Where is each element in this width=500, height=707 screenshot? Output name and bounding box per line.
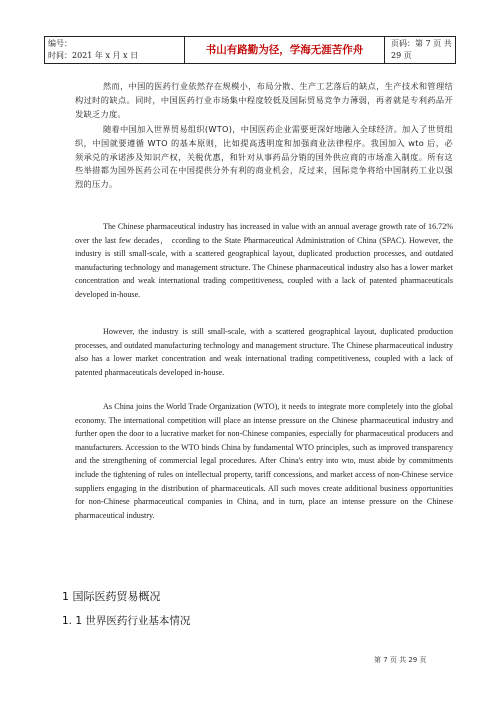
en-paragraph-1: The Chinese pharmaceutical industry has increased in value with an annual average growth rate of 16.72% over the last few decades， ccording to the State Pharmaceutical Administration of China (SPAC). However, the industry is still small-scale, with a scattered geographical layout, duplicated production processes, and outdated manufacturing technology and management structure. The Chinese pharmaceutical industry also has a lower market concentration and weak international trading competitiveness, coupled with a lack of patented pharmaceuticals developed in-house. <box>75 222 453 299</box>
page-header <box>44 36 456 64</box>
page-info: 页码：第 7 页 共 29 页 <box>391 39 452 60</box>
zh-paragraph-1: 然而，中国的医药行业依然存在规模小，布局分散、生产工艺落后的缺点，生产技术和管理结构过时的缺点。同时，中国医药行业市场集中程度较低及国际贸易竞争力薄弱，再者就是专利药品开发缺乏力度。 <box>75 81 453 119</box>
zh-paragraph-2: 随着中国加入世界贸易组织(WTO)，中国医药企业需要更深好地融入全球经济。加入了世贸组织，中国就要遵循 WTO 的基本原则，比如提高透明度和加强商业法律程序。我国加入 wto 后，必须承兑的承诺涉及知识产权，关税优惠，和针对从事药品分销的国外供应商的市场准入制度。所有这些举措都为国外医药公司在中国提供分外有利的商业机会，反过来，国际竞争将给中国制药工业以强烈的压力。 <box>75 124 453 190</box>
en-paragraph-3: As China joins the World Trade Organization (WTO), it needs to integrate more completely into the global economy. The international competition will place an intense pressure on the Chinese pharmaceutical industry and further open the door to a lucrative market for non-Chinese companies, especially for pharmaceutical producers and manufacturers. Accession to the WTO binds China by fundamental WTO principles, such as improved transparency and the strengthening of commercial legal procedures. After China's entry into wto, must abide by commitments include the tightening of rules on intellectual property, tariff concessions, and market access of non-Chinese service suppliers engaging in the distribution of pharmaceuticals. All such moves create additional business opportunities for non-Chinese pharmaceutical companies in China, and in turn, place an intense pressure on the Chinese pharmaceutical industry. <box>75 402 453 520</box>
number-label: 编号： <box>48 39 72 48</box>
header-left-cell <box>45 37 185 63</box>
page-footer: 第 7 页 共 29 页 <box>374 656 427 664</box>
time-label: 时间：2021 年 x 月 x 日 <box>48 51 139 60</box>
section-heading-1-1: 1. 1 世界医药行业基本情况 <box>62 615 191 627</box>
motto: 书山有路勤为径，学海无涯苦作舟 <box>185 37 385 63</box>
en-paragraph-2: However, the industry is still small-scale, with a scattered geographical layout, duplicated production processes, and outdated manufacturing technology and management structure. The Chinese pharmaceutical industry also has a lower market concentration and weak international trading competitiveness, coupled with a lack of patented pharmaceuticals developed in-house. <box>75 327 453 377</box>
section-heading-1: 1 国际医药贸易概况 <box>62 590 161 603</box>
